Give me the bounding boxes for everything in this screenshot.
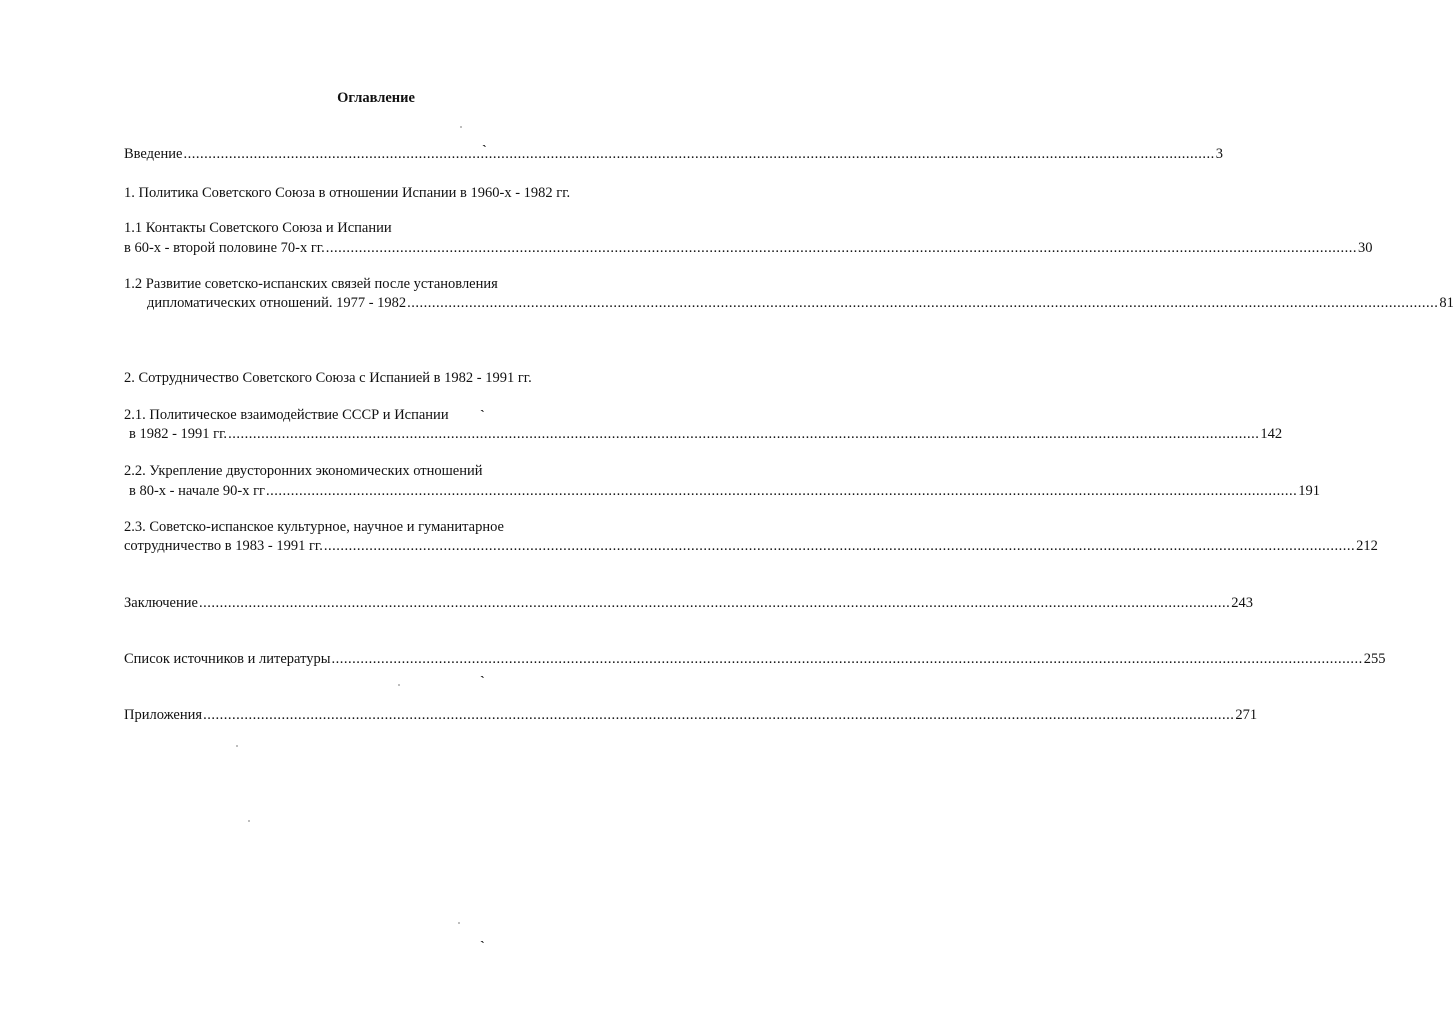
toc-entry-text: в 60-х - второй половине 70-х гг.	[124, 240, 325, 256]
scan-mark-icon: ˎ	[480, 664, 485, 679]
toc-entry-intro	[124, 145, 1223, 163]
scan-mark-icon: ˎ	[480, 398, 485, 413]
toc-chapter-1: 1. Политика Советского Союза в отношении Испании в 1960-х - 1982 гг.	[124, 185, 571, 201]
toc-entry-text: Приложения	[124, 707, 203, 723]
toc-section-1-2-title: 1.2 Развитие советско-испанских связей после установления	[124, 276, 498, 292]
scan-mark-icon: ˎ	[480, 929, 485, 944]
toc-section-2-3-title: 2.3. Советско-испанское культурное, научное и гуманитарное	[124, 519, 504, 535]
dot-leader: ..........................................................................................................................................................................................................................................................	[228, 426, 1260, 442]
scan-speck	[460, 126, 462, 128]
toc-entry-text: в 80-х - начале 90-х гг	[129, 483, 265, 499]
toc-entry-text: в 1982 - 1991 гг.	[129, 426, 228, 442]
dot-leader: ..........................................................................................................................................................................................................................................................	[323, 538, 1356, 554]
toc-section-2-2-title: 2.2. Укрепление двусторонних экономических отношений	[124, 463, 483, 479]
toc-page-number: 212	[1356, 538, 1378, 554]
toc-entry-sources	[124, 650, 1386, 668]
scan-speck	[458, 922, 460, 924]
toc-page-number: 255	[1363, 651, 1386, 667]
toc-entry-conclusion	[124, 594, 1253, 612]
toc-section-2-1-title: 2.1. Политическое взаимодействие СССР и Испании	[124, 407, 449, 423]
scan-speck	[398, 684, 400, 686]
scan-speck	[248, 820, 250, 822]
toc-page-number: 243	[1231, 595, 1253, 611]
toc-entry-2-2	[129, 482, 1320, 500]
toc-page-number: 3	[1215, 146, 1223, 162]
page-title: Оглавление	[337, 90, 415, 106]
toc-page-number: 191	[1298, 483, 1320, 499]
toc-entry-text: Список источников и литературы	[124, 651, 331, 667]
toc-chapter-2: 2. Сотрудничество Советского Союза с Испанией в 1982 - 1991 гг.	[124, 370, 532, 386]
toc-entry-text: сотрудничество в 1983 - 1991 гг.	[124, 538, 323, 554]
toc-entry-text: Введение	[124, 146, 183, 162]
scan-speck	[236, 745, 238, 747]
dot-leader: ..........................................................................................................................................................................................................................................................	[203, 707, 1235, 723]
toc-page-number: 271	[1235, 707, 1258, 723]
toc-entry-1-2	[147, 294, 1454, 312]
toc-entry-appendix	[124, 706, 1258, 724]
toc-entry-text: Заключение	[124, 595, 198, 611]
dot-leader: ..........................................................................................................................................................................................................................................................	[266, 483, 1298, 499]
toc-page-number: 30	[1357, 240, 1373, 256]
dot-leader: ..........................................................................................................................................................................................................................................................	[407, 295, 1439, 311]
toc-entry-2-3	[124, 537, 1378, 555]
toc-entry-1-1	[124, 239, 1373, 257]
toc-page-number: 142	[1260, 426, 1283, 442]
toc-entry-text: дипломатических отношений. 1977 - 1982	[147, 295, 407, 311]
dot-leader: ..........................................................................................................................................................................................................................................................	[325, 240, 1357, 256]
dot-leader: ..........................................................................................................................................................................................................................................................	[198, 595, 1231, 611]
dot-leader: ..........................................................................................................................................................................................................................................................	[183, 146, 1215, 162]
dot-leader: ..........................................................................................................................................................................................................................................................	[331, 651, 1363, 667]
scan-mark-icon: ˎ	[482, 133, 487, 148]
toc-page-number: 81	[1439, 295, 1454, 311]
toc-section-1-1-title: 1.1 Контакты Советского Союза и Испании	[124, 220, 392, 236]
toc-entry-2-1	[129, 425, 1283, 443]
